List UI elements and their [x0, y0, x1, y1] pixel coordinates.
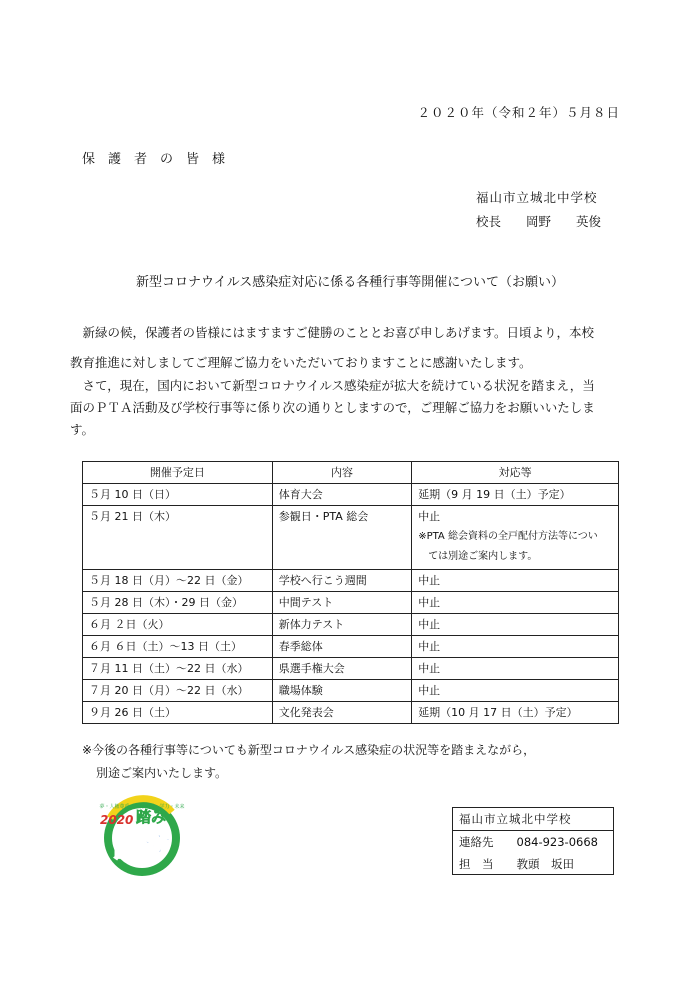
events-table — [82, 461, 619, 724]
cell-date: ６月 ２日（火） — [83, 614, 273, 636]
document-date: ２０２０年（令和２年）５月８日 — [417, 105, 620, 120]
cell-response: 延期（9 月 19 日（土）予定） — [412, 484, 619, 506]
contact-phone: 連絡先 084-923-0668 — [459, 835, 598, 849]
cell-response: 中止 — [412, 592, 619, 614]
body-line-3 — [70, 376, 622, 396]
table-row — [83, 570, 619, 592]
table-row — [83, 484, 619, 506]
cell-date: ７月 11 日（土）～22 日（水） — [83, 658, 273, 680]
header-content: 内容 — [272, 462, 411, 484]
logo-word-2: 出す — [112, 831, 172, 866]
cell-date: ９月 26 日（土） — [83, 702, 273, 724]
cell-content: 春季総体 — [272, 636, 411, 658]
cell-response-status: 中止 — [418, 510, 441, 523]
cell-response: 中止 — [412, 570, 619, 592]
sender-school: 福山市立城北中学校 — [476, 190, 598, 205]
cell-content: 体育大会 — [272, 484, 411, 506]
table-row — [83, 702, 619, 724]
cell-content: 参観日・PTA 総会 — [272, 506, 411, 570]
contact-box — [452, 807, 614, 875]
table-row — [83, 614, 619, 636]
cell-response-note-2: ては別途ご案内します。 — [428, 551, 538, 562]
header-date: 開催予定日 — [83, 462, 273, 484]
table-row — [83, 506, 619, 570]
cell-date: ６月 ６日（土）～13 日（土） — [83, 636, 273, 658]
sender-principal: 校長 岡野 英俊 — [476, 214, 602, 229]
body-line-4: 面のＰＴＡ活動及び学校行事等に係り次の通りとしますので，ご理解ご協力をお願いいたしま — [70, 400, 595, 415]
table-row — [83, 680, 619, 702]
cell-date: ５月 10 日（日） — [83, 484, 273, 506]
addressee: 保 護 者 の 皆 様 — [82, 152, 226, 167]
cell-content: 県選手権大会 — [272, 658, 411, 680]
table-row — [83, 592, 619, 614]
table-header-row — [83, 462, 619, 484]
body-line-2: 教育推進に対しましてご理解ご協力をいただいておりますことに感謝いたします。 — [70, 355, 532, 370]
cell-content: 文化発表会 — [272, 702, 411, 724]
cell-response — [412, 506, 619, 570]
cell-content: 学校へ行こう週間 — [272, 570, 411, 592]
logo-year: 2020 — [100, 813, 134, 827]
body-text-3: さて，現在，国内において新型コロナウイルス感染症が拡大を続けている状況を踏まえ，当 — [82, 378, 595, 393]
footnote-line-1: ※今後の各種行事等についても新型コロナウイルス感染症の状況等を踏まえながら， — [82, 743, 536, 757]
cell-content: 中間テスト — [272, 592, 411, 614]
cell-date: ５月 21 日（木） — [83, 506, 273, 570]
body-line-5: す。 — [70, 422, 95, 437]
cell-content: 職場体験 — [272, 680, 411, 702]
cell-response: 中止 — [412, 614, 619, 636]
contact-school: 福山市立城北中学校 — [453, 808, 613, 831]
cell-response: 延期（10 月 17 日（土）予定） — [412, 702, 619, 724]
cell-date: ７月 20 日（月）～22 日（水） — [83, 680, 273, 702]
table-row — [83, 636, 619, 658]
cell-response: 中止 — [412, 658, 619, 680]
fumidasu-logo — [96, 788, 188, 880]
header-response: 対応等 — [412, 462, 619, 484]
cell-content: 新体力テスト — [272, 614, 411, 636]
cell-response: 中止 — [412, 680, 619, 702]
logo-word-1: 踏み — [136, 808, 167, 826]
document-title: 新型コロナウイルス感染症対応に係る各種行事等開催について（お願い） — [136, 275, 564, 290]
cell-response: 中止 — [412, 636, 619, 658]
table-row — [83, 658, 619, 680]
cell-date: ５月 18 日（月）～22 日（金） — [83, 570, 273, 592]
cell-date: ５月 28 日（木）・29 日（金） — [83, 592, 273, 614]
footnote-line-2: 別途ご案内いたします。 — [96, 766, 228, 780]
logo-arc-text: 夢・人権尊重・教育活動・学力・未来 — [99, 804, 185, 810]
body-text-1: 新緑の候，保護者の皆様にはますますご健勝のこととお喜び申しあげます。日頃より，本校 — [82, 325, 595, 340]
cell-response-note-1: ※PTA 総会資料の全戸配付方法等につい — [418, 531, 598, 542]
contact-person: 担 当 教頭 坂田 — [459, 857, 574, 871]
body-line-1 — [70, 323, 622, 343]
fumidasu-logo-graphic — [96, 788, 188, 880]
